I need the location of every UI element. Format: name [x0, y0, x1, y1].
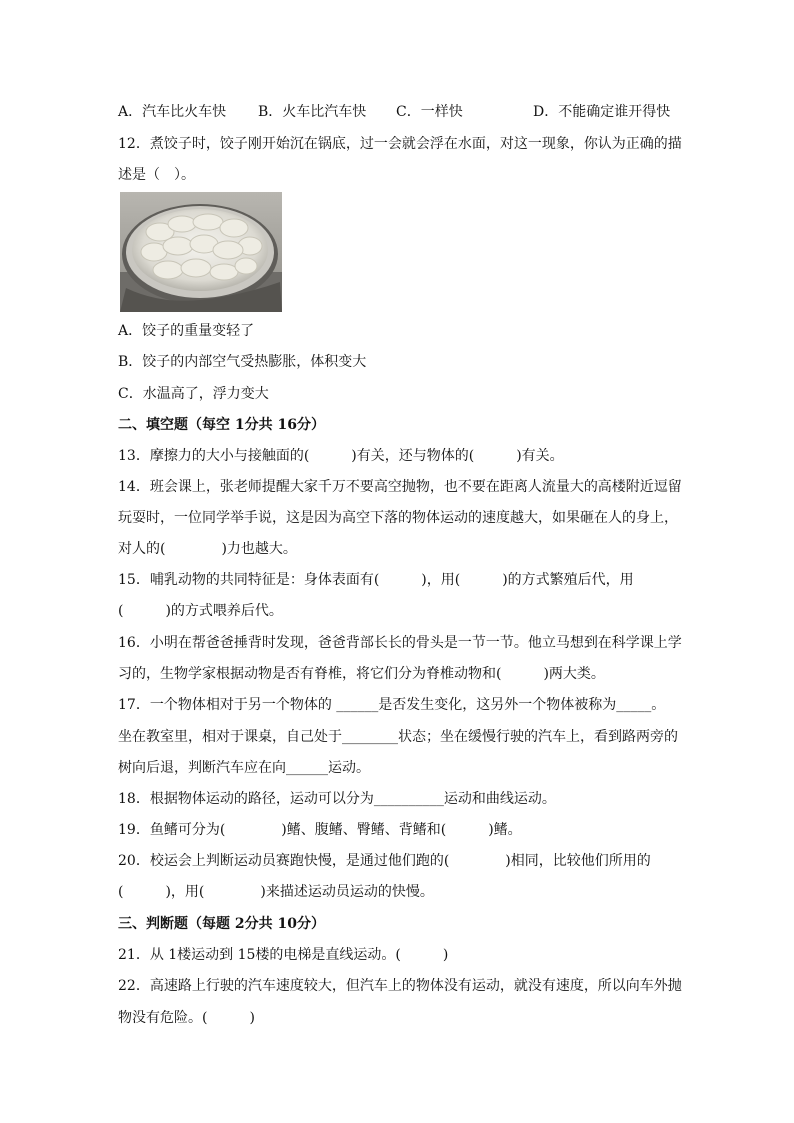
dumplings-photo	[120, 192, 282, 312]
section3-heading: 三、判断题（每题 2分共 10分）	[118, 916, 325, 932]
section2-heading: 二、填空题（每空 1分共 16分）	[118, 417, 325, 433]
q17-line1: 17．一个物体相对于另一个物体的 ______是否发生变化，这另外一个物体被称为_____。	[118, 697, 666, 713]
q11-option-b: B．火车比汽车快	[258, 104, 367, 120]
q19: 19．鱼鳍可分为( )鳍、腹鳍、臀鳍、背鳍和( )鳍。	[118, 822, 522, 838]
q15-line2: ( )的方式喂养后代。	[118, 603, 283, 619]
dumplings-in-pot-image	[120, 192, 282, 312]
q16-line2: 习的，生物学家根据动物是否有脊椎，将它们分为脊椎动物和( )两大类。	[118, 666, 605, 682]
q12-option-a: A．饺子的重量变轻了	[118, 323, 255, 339]
q14-line1: 14．班会课上，张老师提醒大家千万不要高空抛物，也不要在距离人流量大的高楼附近逗留	[118, 479, 682, 495]
q14-line2: 玩耍时，一位同学举手说，这是因为高空下落的物体运动的速度越大，如果砸在人的身上，	[118, 510, 678, 526]
q18: 18．根据物体运动的路径，运动可以分为__________运动和曲线运动。	[118, 791, 556, 807]
q12-stem-line2: 述是（ ）。	[118, 167, 195, 183]
q21: 21．从 1楼运动到 15楼的电梯是直线运动。( )	[118, 947, 449, 963]
q17-line3: 树向后退，判断汽车应在向______运动。	[118, 760, 370, 776]
q20-line1: 20．校运会上判断运动员赛跑快慢，是通过他们跑的( )相同，比较他们所用的	[118, 853, 651, 869]
q12-option-b: B．饺子的内部空气受热膨胀，体积变大	[118, 354, 367, 370]
q13: 13．摩擦力的大小与接触面的( )有关，还与物体的( )有关。	[118, 448, 564, 464]
q17-line2: 坐在教室里，相对于课桌，自己处于________状态；坐在缓慢行驶的汽车上，看到路两旁的	[118, 729, 678, 745]
q12-stem-line1: 12．煮饺子时，饺子刚开始沉在锅底，过一会就会浮在水面，对这一现象，你认为正确的描	[118, 136, 682, 152]
q12-option-c: C．水温高了，浮力变大	[118, 386, 269, 402]
q16-line1: 16．小明在帮爸爸捶背时发现，爸爸背部长长的骨头是一节一节。他立马想到在科学课上学	[118, 635, 682, 651]
q20-line2: ( )，用( )来描述运动员运动的快慢。	[118, 884, 434, 900]
q15-line1: 15．哺乳动物的共同特征是：身体表面有( )，用( )的方式繁殖后代，用	[118, 572, 634, 588]
q22-line2: 物没有危险。( )	[118, 1010, 255, 1026]
q11-option-d: D．不能确定谁开得快	[533, 104, 671, 120]
q22-line1: 22．高速路上行驶的汽车速度较大，但汽车上的物体没有运动，就没有速度，所以向车外抛	[118, 978, 682, 994]
q11-option-c: C．一样快	[396, 104, 463, 120]
q14-line3: 对人的( )力也越大。	[118, 541, 297, 557]
q11-option-a: A．汽车比火车快	[118, 104, 227, 120]
